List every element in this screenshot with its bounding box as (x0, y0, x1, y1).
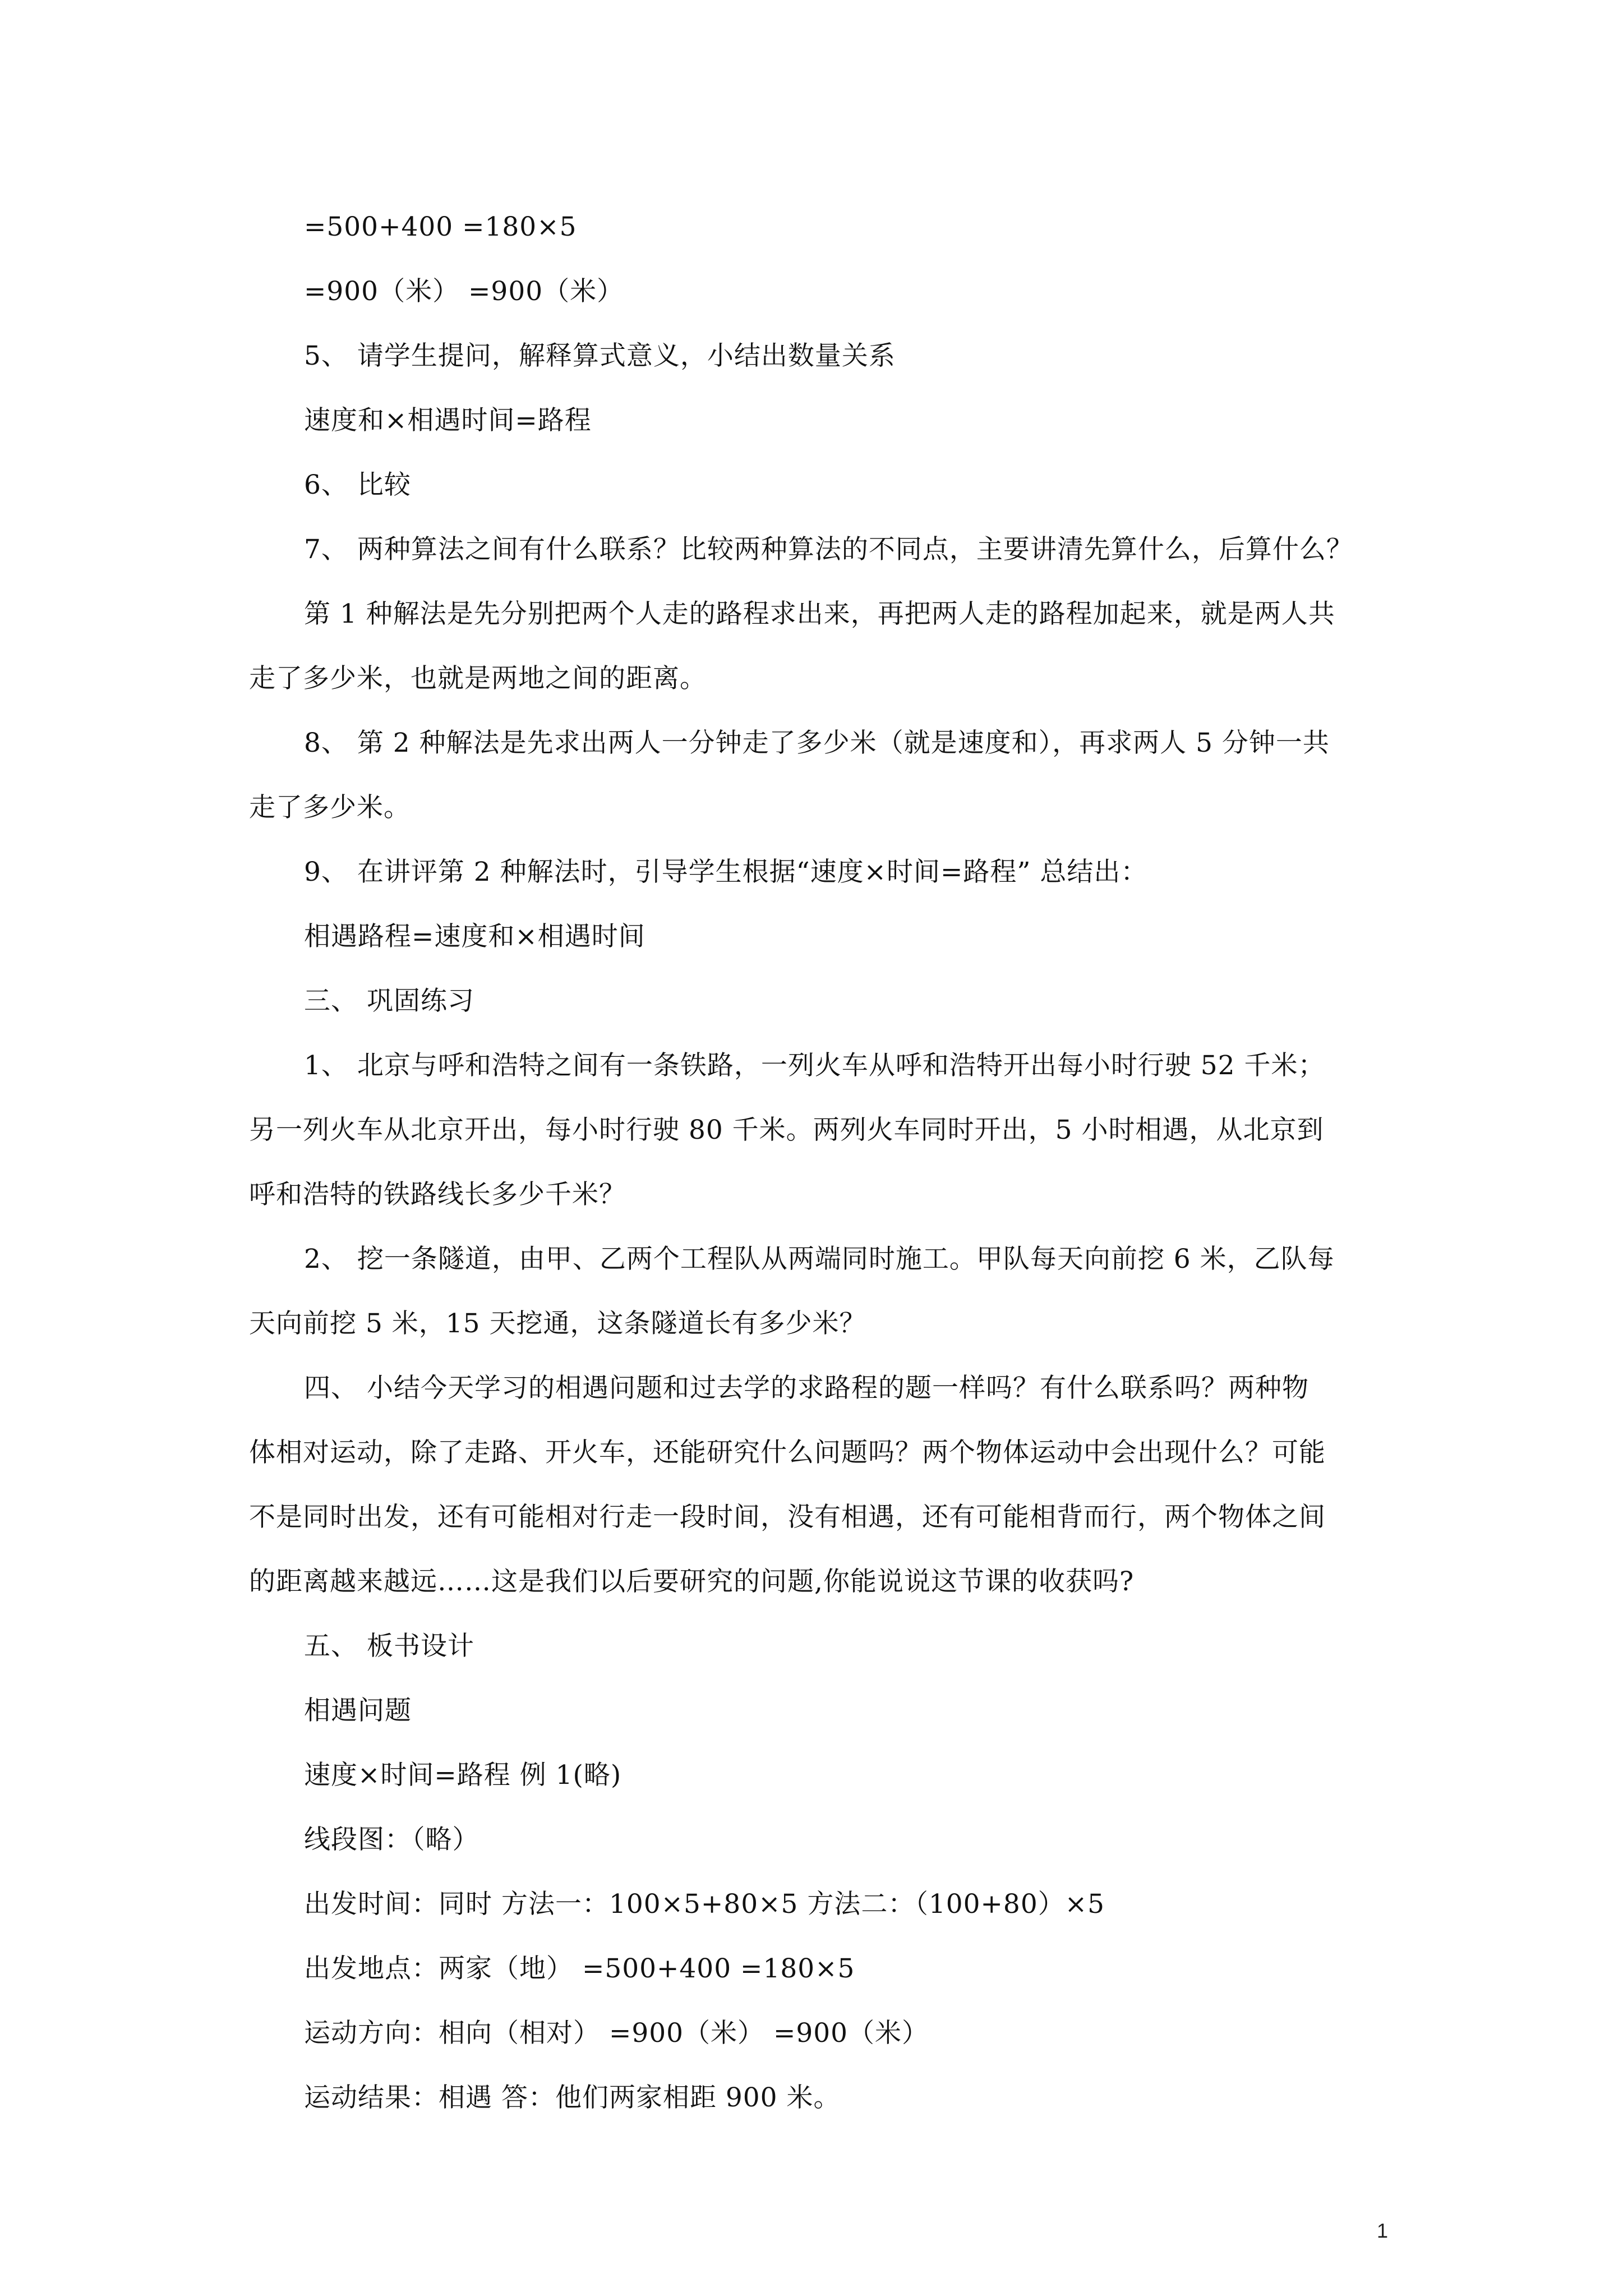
text-line: 的距离越来越远……这是我们以后要研究的问题,你能说说这节课的收获吗? (249, 1566, 1135, 1597)
text-line: 8、 第 2 种解法是先求出两人一分钟走了多少米（就是速度和），再求两人 5 分钟一共 (304, 728, 1330, 758)
text-line: 1、 北京与呼和浩特之间有一条铁路，一列火车从呼和浩特开出每小时行驶 52 千米； (304, 1050, 1325, 1081)
text-line: 5、 请学生提问，解释算式意义，小结出数量关系 (304, 341, 896, 371)
text-line: 7、 两种算法之间有什么联系？比较两种算法的不同点，主要讲清先算什么，后算什么？ (304, 534, 1353, 565)
text-line: 2、 挖一条隧道，由甲、乙两个工程队从两端同时施工。甲队每天向前挖 6 米，乙队每 (304, 1244, 1335, 1274)
text-line: 另一列火车从北京开出，每小时行驶 80 千米。两列火车同时开出，5 小时相遇，从北京到 (249, 1115, 1324, 1145)
text-line: =900（米） =900（米） (304, 276, 624, 307)
text-line: 走了多少米，也就是两地之间的距离。 (249, 663, 707, 694)
text-line: 体相对运动，除了走路、开火车，还能研究什么问题吗？两个物体运动中会出现什么？可能 (249, 1437, 1326, 1468)
text-line: 运动方向：相向（相对） =900（米） =900（米） (304, 2018, 929, 2049)
text-line: 相遇问题 (304, 1695, 412, 1726)
text-line: 运动结果：相遇 答：他们两家相距 900 米。 (304, 2082, 841, 2113)
text-line: 速度×时间=路程 例 1(略) (304, 1760, 622, 1791)
text-line: 出发地点：两家（地） =500+400 =180×5 (304, 1953, 855, 1984)
text-line: 速度和×相遇时间=路程 (304, 405, 592, 436)
text-line: 天向前挖 5 米，15 天挖通，这条隧道长有多少米？ (249, 1308, 866, 1339)
page-number: 1 (1377, 2219, 1389, 2242)
text-line: 走了多少米。 (249, 792, 411, 823)
text-line: 相遇路程=速度和×相遇时间 (304, 921, 645, 952)
section-heading: 四、 小结今天学习的相遇问题和过去学的求路程的题一样吗？有什么联系吗？两种物 (304, 1373, 1309, 1404)
section-heading: 五、 板书设计 (304, 1631, 474, 1662)
text-line: =500+400 =180×5 (304, 211, 577, 242)
text-line: 第 1 种解法是先分别把两个人走的路程求出来，再把两人走的路程加起来，就是两人共 (304, 599, 1335, 629)
text-line: 9、 在讲评第 2 种解法时，引导学生根据“速度×时间=路程” 总结出： (304, 857, 1148, 887)
text-line: 出发时间：同时 方法一：100×5+80×5 方法二：（100+80）×5 (304, 1889, 1105, 1920)
text-line: 6、 比较 (304, 470, 411, 500)
text-line: 不是同时出发，还有可能相对行走一段时间，没有相遇，还有可能相背而行，两个物体之间 (249, 1502, 1326, 1533)
section-heading: 三、 巩固练习 (304, 986, 474, 1016)
text-line: 线段图：（略） (304, 1824, 479, 1855)
text-line: 呼和浩特的铁路线长多少千米？ (249, 1179, 626, 1210)
